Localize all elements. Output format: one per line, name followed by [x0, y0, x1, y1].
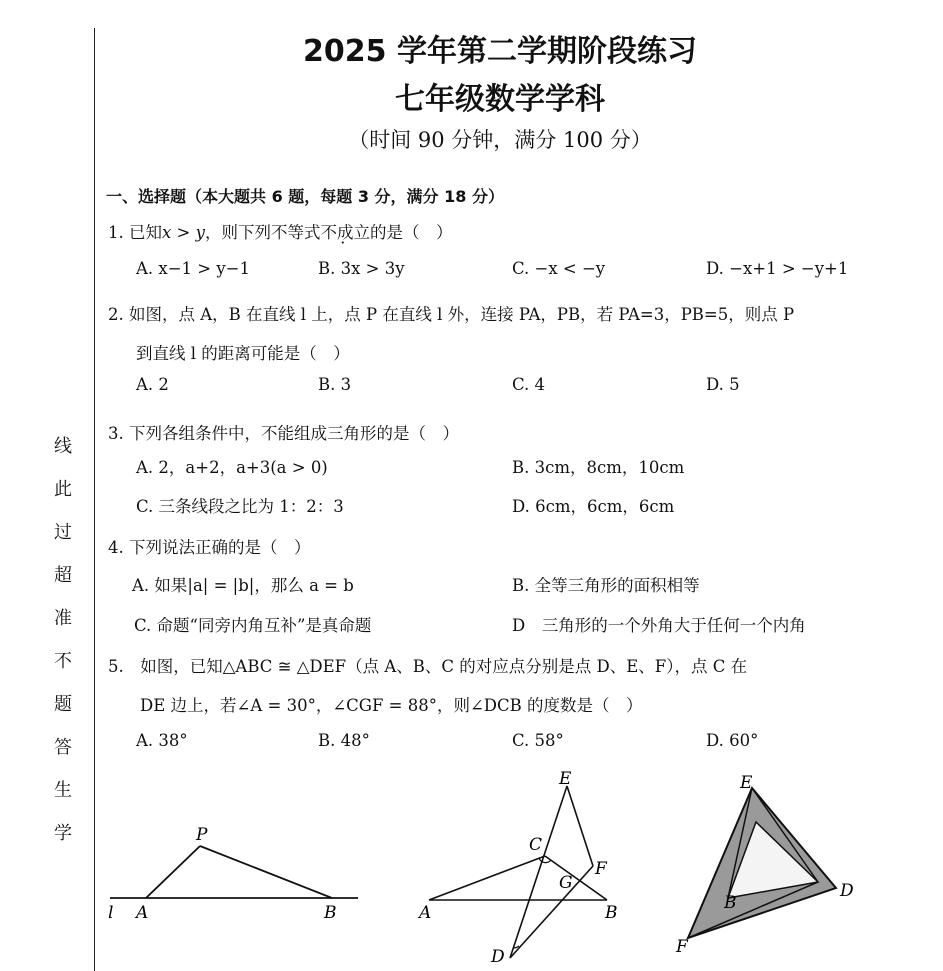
segment-ac: [429, 856, 545, 900]
section-heading: 一、选择题（本大题共 6 题，每题 3 分，满分 18 分）: [106, 187, 504, 206]
segment-ef: [567, 786, 593, 866]
exam-title: 2025 学年第二学期阶段练习: [303, 34, 697, 69]
exam-subject: 七年级数学学科: [395, 82, 605, 117]
question-5-stem-line2: DE 边上，若∠A = 30°，∠CGF = 88°，则∠DCB 的度数是（ ）: [140, 696, 643, 715]
q1-option-b: B. 3x > 3y: [318, 259, 405, 278]
question-3-stem: 3. 下列各组条件中，不能组成三角形的是（ ）: [108, 424, 459, 443]
q5-option-b: B. 48°: [318, 731, 370, 750]
q4-option-a: A. 如果|a| = |b|，那么 a = b: [132, 576, 354, 595]
question-4-stem: 4. 下列说法正确的是（ ）: [108, 538, 311, 557]
q4-option-c: C. 命题“同旁内角互补”是真命题: [134, 616, 372, 635]
segment-pa: [146, 846, 200, 898]
q4-option-d: D 三角形的一个外角大于任何一个内角: [512, 616, 806, 635]
side-char: 过: [54, 522, 72, 543]
side-char: 生: [54, 780, 72, 801]
binding-margin-line: [94, 28, 95, 971]
segment-pb: [200, 846, 332, 898]
label-b: B: [724, 893, 737, 913]
side-char: 超: [54, 565, 72, 586]
question-2-stem-line2: 到直线 l 的距离可能是（ ）: [136, 344, 350, 363]
q2-option-a: A. 2: [136, 375, 169, 394]
q2-option-c: C. 4: [512, 375, 546, 394]
label-a: A: [136, 903, 149, 923]
segment-ed: [510, 786, 567, 958]
q2-option-d: D. 5: [706, 375, 740, 394]
label-e: E: [559, 769, 572, 789]
side-char: 此: [54, 479, 72, 500]
side-char: 答: [54, 737, 72, 758]
side-char: 不: [54, 651, 72, 672]
q4-option-b: B. 全等三角形的面积相等: [512, 576, 700, 595]
question-1-stem: 1. 已知x > y，则下列不等式不成立的是（ ）: [108, 223, 453, 242]
binding-margin-note: [48, 425, 78, 855]
emphasis-text: 不成立: [320, 223, 370, 242]
q1-option-a: A. x−1 > y−1: [136, 259, 250, 278]
label-f: F: [676, 937, 688, 957]
q3-option-c: C. 三条线段之比为 1：2：3: [136, 497, 344, 516]
label-a: A: [419, 903, 432, 923]
side-char: 线: [54, 436, 72, 457]
label-p: P: [196, 825, 208, 845]
q5-option-c: C. 58°: [512, 731, 564, 750]
segment-fd: [510, 866, 593, 958]
figure-point-line: [100, 820, 370, 930]
side-char: 学: [54, 823, 72, 844]
label-d: D: [491, 947, 505, 967]
exam-time-score: （时间 90 分钟，满分 100 分）: [348, 128, 652, 152]
label-b: B: [324, 903, 337, 923]
label-e: E: [740, 773, 753, 793]
question-5-stem-line1: 5. 如图，已知△ABC ≅ △DEF（点 A、B、C 的对应点分别是点 D、E、F），点 C 在: [108, 657, 748, 676]
label-c: C: [529, 835, 543, 855]
question-2-stem-line1: 2. 如图，点 A，B 在直线 l 上，点 P 在直线 l 外，连接 PA，PB，若 PA=3，PB=5，则点 P: [108, 305, 795, 324]
label-l: l: [108, 903, 114, 923]
q1-option-d: D. −x+1 > −y+1: [706, 259, 849, 278]
q3-option-b: B. 3cm，8cm，10cm: [512, 458, 685, 477]
q3-option-d: D. 6cm，6cm，6cm: [512, 497, 675, 516]
label-d: D: [840, 881, 854, 901]
figure-congruent-triangles: [415, 768, 630, 968]
label-f: F: [595, 859, 607, 879]
label-b: B: [605, 903, 618, 923]
q5-option-d: D. 60°: [706, 731, 759, 750]
figure-nested-triangles: [668, 770, 863, 965]
side-char: 准: [54, 608, 72, 629]
q3-option-a: A. 2，a+2，a+3(a > 0): [136, 458, 328, 477]
q1-option-c: C. −x < −y: [512, 259, 606, 278]
label-g: G: [559, 873, 573, 893]
q5-option-a: A. 38°: [136, 731, 188, 750]
q2-option-b: B. 3: [318, 375, 352, 394]
side-char: 题: [54, 694, 72, 715]
